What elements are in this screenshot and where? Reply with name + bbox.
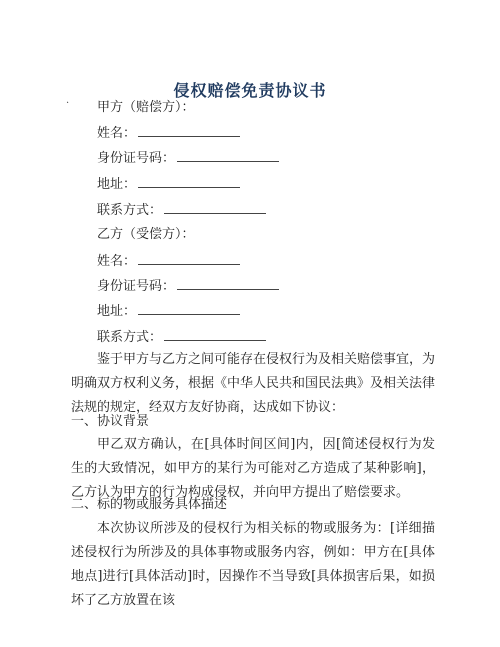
party-a-address-field xyxy=(97,175,240,194)
party-b-address-blank xyxy=(138,302,240,315)
party-b-address-label: 地址： xyxy=(97,304,137,319)
party-b-name-blank xyxy=(138,252,240,265)
party-a-id-label: 身份证号码： xyxy=(97,151,176,166)
party-a-name-blank xyxy=(138,124,240,137)
party-a-contact-blank xyxy=(164,201,266,214)
party-a-heading: 甲方（赔偿方）： xyxy=(97,100,195,115)
document-title: 侵权赔偿免责协议书 xyxy=(173,81,327,100)
party-a-contact-field xyxy=(97,201,266,220)
party-b-heading: 乙方（受偿方）： xyxy=(97,227,195,242)
party-b-contact-blank xyxy=(164,328,266,341)
party-a-id-field xyxy=(97,149,279,168)
party-b-contact-label: 联系方式： xyxy=(97,330,163,345)
party-a-name-label: 姓名： xyxy=(97,126,137,141)
bullet-mark: · xyxy=(66,98,70,109)
party-a-name-field xyxy=(97,124,240,143)
section-2-title: 二、标的物或服务具体描述 xyxy=(71,497,228,512)
party-a-address-label: 地址： xyxy=(97,177,137,192)
party-b-id-label: 身份证号码： xyxy=(97,279,176,294)
section-1-title: 一、协议背景 xyxy=(71,414,150,429)
party-b-id-blank xyxy=(177,277,279,290)
party-a-address-blank xyxy=(138,175,240,188)
party-b-contact-field xyxy=(97,328,266,347)
intro-paragraph: 鉴于甲方与乙方之间可能存在侵权行为及相关赔偿事宜，为明确双方权利义务，根据《中华人民共和国民法典》及相关法律法规的规定，经双方友好协商，达成如下协议： xyxy=(71,352,436,415)
party-a-id-blank xyxy=(177,149,279,162)
party-b-id-field xyxy=(97,277,279,296)
party-b-address-field xyxy=(97,302,240,321)
party-a-contact-label: 联系方式： xyxy=(97,203,163,218)
party-b-name-label: 姓名： xyxy=(97,254,137,269)
section-1-body: 甲乙双方确认，在[具体时间区间]内，因[简述侵权行为发生的大致情况，如甲方的某行为可能对乙方造成了某种影响]，乙方认为甲方的行为构成侵权，并向甲方提出了赔偿要求。 xyxy=(71,437,435,500)
party-b-name-field xyxy=(97,252,240,271)
section-2-body: 本次协议所涉及的侵权行为相关标的物或服务为：[详细描述侵权行为所涉及的具体事物或服务内容，例如：甲方在[具体地点]进行[具体活动]时，因操作不当导致[具体损害后果，如损坏了乙方放置在该 xyxy=(71,521,435,608)
